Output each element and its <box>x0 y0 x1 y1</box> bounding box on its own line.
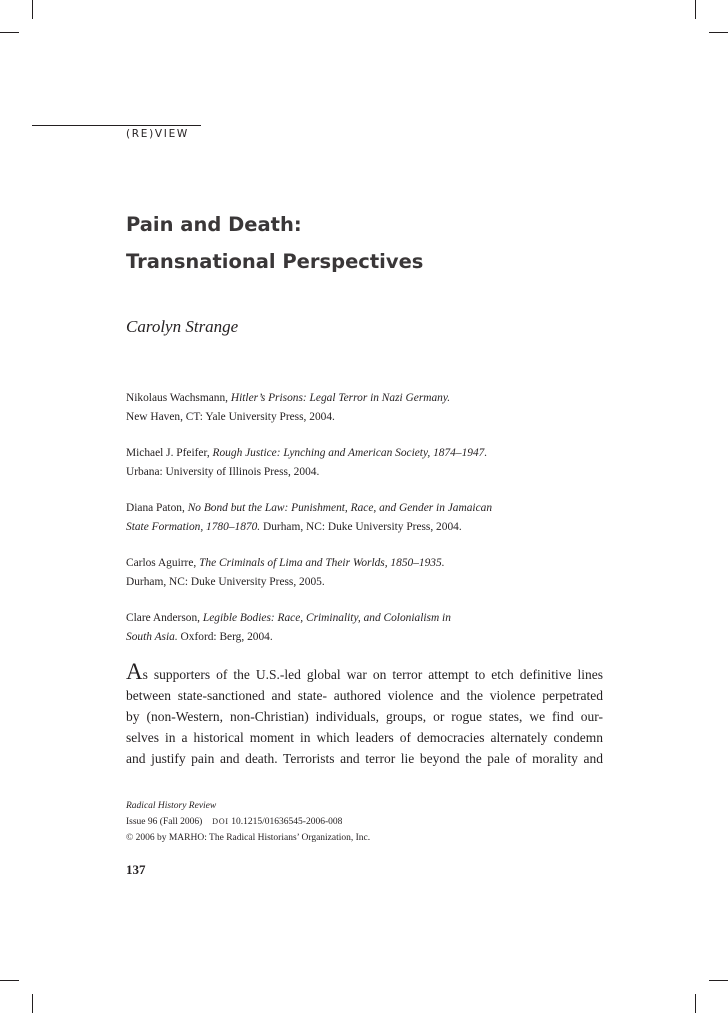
copyright-line: © 2006 by MARHO: The Radical Historians’ Organization, Inc. <box>126 833 371 843</box>
book-entry-first-line <box>126 609 492 628</box>
book-entry-second-line <box>126 518 492 537</box>
book-citation-text: Oxford: Berg, 2004. <box>177 631 273 643</box>
crop-mark-bottom-left <box>32 994 33 1013</box>
body-line-1 <box>126 660 603 685</box>
book-entry-first-line <box>126 554 492 573</box>
book-entry-second-line <box>126 463 492 482</box>
book-entry-first-line <box>126 444 492 463</box>
book-citation-text: Carlos Aguirre, <box>126 557 200 569</box>
doi-value: 10.1215/01636545-2006-008 <box>231 817 343 827</box>
drop-cap: A <box>126 659 143 684</box>
crop-mark-bottom-left-h <box>0 980 19 981</box>
book-title-text: No Bond but the Law: Punishment, Race, and Gender in Jamaican <box>187 502 493 514</box>
page-number: 137 <box>126 862 146 877</box>
doi-label: DOI <box>212 817 229 826</box>
header-rule <box>32 125 201 126</box>
crop-mark-top-left <box>32 0 33 19</box>
book-entry <box>126 444 492 482</box>
book-citation-text: Clare Anderson, <box>126 612 203 624</box>
author-name: Carolyn Strange <box>126 317 239 336</box>
book-entry-second-line <box>126 408 492 427</box>
book-entry-second-line <box>126 628 492 647</box>
section-label: (RE)VIEW <box>126 128 190 140</box>
issue-info: Issue 96 (Fall 2006) <box>126 817 203 827</box>
book-entry-second-line <box>126 573 492 592</box>
book-title-text: Legible Bodies: Race, Criminality, and Colonialism in <box>202 612 451 624</box>
crop-mark-top-right-h <box>709 32 728 33</box>
book-entry <box>126 499 492 537</box>
book-citation-text: Urbana: University of Illinois Press, 2004. <box>126 466 320 478</box>
book-citation-text: New Haven, CT: Yale University Press, 2004. <box>126 411 335 423</box>
book-entry <box>126 609 492 647</box>
body-line-5: and justify pain and death. Terrorists and terror lie beyond the pale of morality and <box>126 751 603 766</box>
book-entry-first-line <box>126 499 492 518</box>
article-title <box>126 206 423 280</box>
body-line-2: between state-sanctioned and state- authored violence and the violence perpetrated <box>126 688 603 703</box>
crop-mark-top-right <box>695 0 696 19</box>
book-entry <box>126 389 492 427</box>
book-entry-first-line <box>126 389 492 408</box>
book-citation-text: Diana Paton, <box>126 502 188 514</box>
crop-mark-bottom-right <box>695 994 696 1013</box>
article-body <box>126 660 603 769</box>
body-line-4: selves in a historical moment in which leaders of democracies alternately condemn <box>126 730 603 745</box>
crop-mark-top-left-h <box>0 32 19 33</box>
issue-line <box>126 814 370 830</box>
book-title-text: South Asia. <box>126 631 178 643</box>
book-citation-text: Nikolaus Wachsmann, <box>126 392 231 404</box>
body-line-1-text: s supporters of the U.S.-led global war on terror attempt to etch definitive lines <box>142 667 603 682</box>
book-citation-text: Durham, NC: Duke University Press, 2004. <box>260 521 462 533</box>
article-title-line-2: Transnational Perspectives <box>126 250 424 273</box>
article-title-line-1: Pain and Death: <box>126 213 302 236</box>
reviewed-books-list <box>126 389 492 664</box>
book-title-text: State Formation, 1780–1870. <box>126 521 261 533</box>
book-citation-text: Michael J. Pfeifer, <box>126 447 213 459</box>
book-title-text: Rough Justice: Lynching and American Society, 1874–1947. <box>212 447 488 459</box>
journal-name: Radical History Review <box>126 801 217 811</box>
book-entry <box>126 554 492 592</box>
body-line-3: by (non-Western, non-Christian) individuals, groups, or rogue states, we find our- <box>126 709 603 724</box>
citation-footer <box>126 798 370 846</box>
crop-mark-bottom-right-h <box>709 980 728 981</box>
book-citation-text: Durham, NC: Duke University Press, 2005. <box>126 576 325 588</box>
book-title-text: The Criminals of Lima and Their Worlds, 1850–1935. <box>199 557 445 569</box>
book-title-text: Hitler’s Prisons: Legal Terror in Nazi Germany. <box>230 392 451 404</box>
